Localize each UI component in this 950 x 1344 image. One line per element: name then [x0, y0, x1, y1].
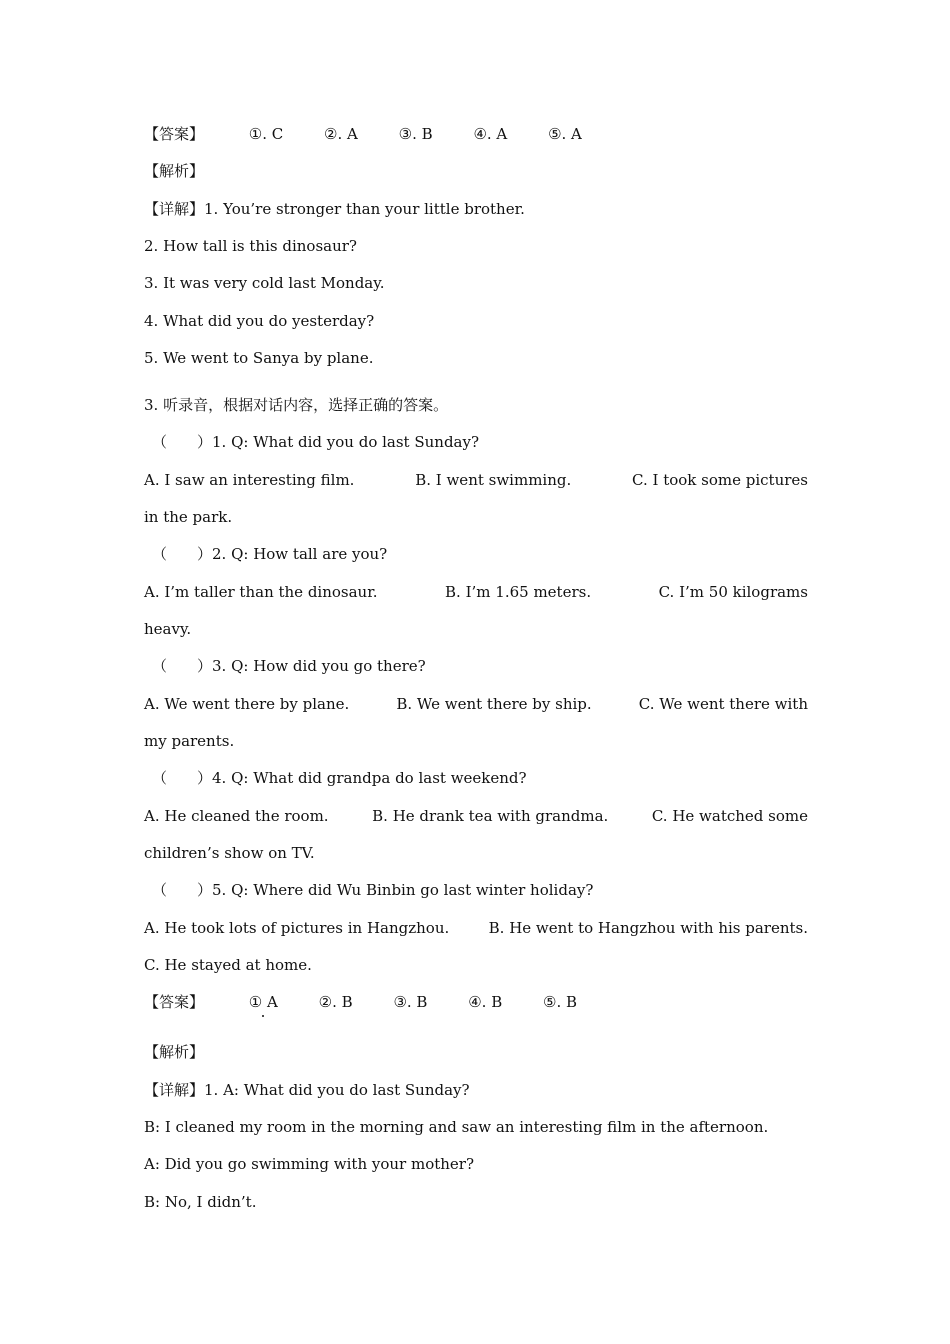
question-options — [144, 582, 808, 602]
question-options — [144, 918, 808, 938]
answer-item: ④. A — [473, 125, 508, 143]
option-c: C. I took some pictures — [632, 471, 808, 489]
detail-line: 4. What did you do yesterday? — [144, 312, 375, 330]
question-stem — [144, 880, 808, 900]
question-options — [144, 470, 808, 490]
option-a: A. I’m taller than the dinosaur. — [144, 583, 378, 601]
option-c: C. We went there with — [638, 695, 808, 713]
option-a: A. He cleaned the room. — [144, 807, 329, 825]
option-a: A. I saw an interesting film. — [144, 471, 355, 489]
detail-label: 【详解】 — [144, 200, 205, 218]
question-text: （ ）5. Q: Where did Wu Binbin go last winter holiday? — [152, 881, 594, 899]
answer-item: ⑤. A — [548, 125, 582, 143]
option-a: A. He took lots of pictures in Hangzhou. — [144, 919, 450, 937]
question-text: （ ）1. Q: What did you do last Sunday? — [152, 433, 480, 451]
option-b: B. I’m 1.65 meters. — [445, 583, 592, 601]
answer-item: ③. B — [393, 993, 428, 1011]
option-c: C. He stayed at home. — [144, 956, 312, 974]
question-text: （ ）3. Q: How did you go there? — [152, 657, 426, 675]
answer-item: ③. B — [398, 125, 433, 143]
analysis-label: 【解析】 — [144, 162, 205, 180]
section-heading: 3. 听录音，根据对话内容，选择正确的答案。 — [144, 396, 449, 414]
answer-item: ④. B — [468, 993, 503, 1011]
detail-line: 3. It was very cold last Monday. — [144, 274, 385, 292]
detail-line — [144, 199, 808, 219]
answer-label: 【答案】 — [144, 125, 205, 143]
option-continuation: my parents. — [144, 732, 235, 750]
answer-item: ②. A — [324, 125, 358, 143]
option-c: C. He watched some — [651, 807, 808, 825]
question-text: （ ）2. Q: How tall are you? — [152, 545, 388, 563]
question-text: （ ）4. Q: What did grandpa do last weekend? — [152, 769, 527, 787]
question-options — [144, 694, 808, 714]
detail-line: 5. We went to Sanya by plane. — [144, 349, 374, 367]
answer-item: ①. C — [248, 125, 284, 143]
detail-line — [144, 1080, 808, 1100]
question-stem — [144, 656, 808, 676]
question-stem — [144, 432, 808, 452]
option-b: B. He drank tea with grandma. — [372, 807, 609, 825]
answer-line-1 — [144, 124, 808, 144]
option-b: B. I went swimming. — [415, 471, 572, 489]
option-c: C. I’m 50 kilograms — [658, 583, 808, 601]
question-stem — [144, 768, 808, 788]
stray-dot — [262, 1015, 264, 1017]
detail-text: 1. A: What did you do last Sunday? — [204, 1081, 470, 1099]
question-stem — [144, 544, 808, 564]
answer-item: ① A — [248, 993, 278, 1011]
detail-line: B: No, I didn’t. — [144, 1193, 257, 1211]
option-continuation: heavy. — [144, 620, 192, 638]
answer-item: ⑤. B — [543, 993, 578, 1011]
option-b: B. We went there by ship. — [396, 695, 592, 713]
option-continuation: in the park. — [144, 508, 233, 526]
answer-item: ②. B — [318, 993, 353, 1011]
detail-line: B: I cleaned my room in the morning and saw an interesting film in the afternoon. — [144, 1118, 769, 1136]
answer-line-2 — [144, 992, 808, 1012]
detail-line: A: Did you go swimming with your mother? — [144, 1155, 475, 1173]
detail-label: 【详解】 — [144, 1081, 205, 1099]
option-b: B. He went to Hangzhou with his parents. — [488, 919, 808, 937]
answer-label: 【答案】 — [144, 993, 205, 1011]
question-options — [144, 806, 808, 826]
detail-text: 1. You’re stronger than your little brother. — [204, 200, 525, 218]
analysis-label: 【解析】 — [144, 1043, 205, 1061]
option-a: A. We went there by plane. — [144, 695, 350, 713]
detail-line: 2. How tall is this dinosaur? — [144, 237, 357, 255]
option-continuation: children’s show on TV. — [144, 844, 315, 862]
